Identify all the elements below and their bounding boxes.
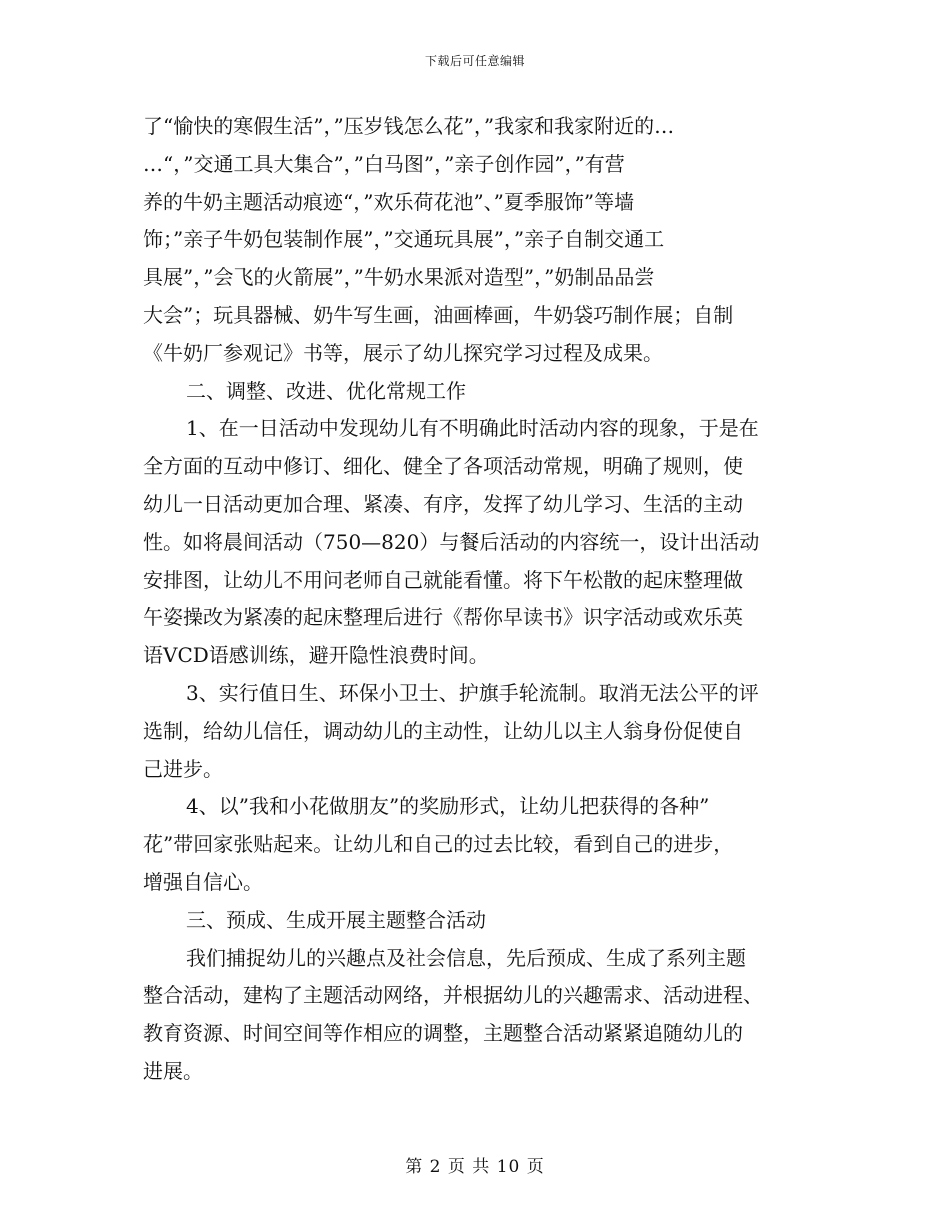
text-line: 幼儿一日活动更加合理、紧凑、有序，发挥了幼儿学习、生活的主动 [143,491,743,516]
page-header: 下载后可任意编辑 [424,54,525,68]
text-line: 花”带回家张贴起来。让幼儿和自己的过去比较，看到自己的进步， [143,832,734,857]
text-line: 具展”，”会飞的火箭展”，”牛奶水果派对造型”，”奶制品品尝 [143,265,655,290]
text-line: 《牛奶厂参观记》书等，展示了幼儿探究学习过程及成果。 [143,340,663,365]
text-line: 语VCD语感训练，避开隐性浪费时间。 [143,643,489,668]
text-line: 教育资源、时间空间等作相应的调整，主题整合活动紧紧追随幼儿的 [143,1021,743,1046]
text-line: 增强自信心。 [143,869,263,894]
text-line: 己进步。 [143,756,223,781]
paragraph-start: 4、以”我和小花做朋友”的奖励形式，让幼儿把获得的各种” [186,794,710,819]
text-line: 性。如将晨间活动（750—820）与餐后活动的内容统一，设计出活动 [143,529,760,554]
section-heading: 三、预成、生成开展主题整合活动 [186,907,486,932]
text-line: 选制，给幼儿信任，调动幼儿的主动性，让幼儿以主人翁身份促使自 [143,718,743,743]
text-line: 大会”；玩具器械、奶牛写生画，油画棒画，牛奶袋巧制作展；自制 [143,302,734,327]
text-line: 了“愉快的寒假生活”，”压岁钱怎么花”，”我家和我家附近的… [143,114,675,138]
paragraph-start: 1、在一日活动中发现幼儿有不明确此时活动内容的现象，于是在 [186,416,759,441]
text-line: 午姿操改为紧凑的起床整理后进行《帮你早读书》识字活动或欢乐英 [143,605,743,630]
paragraph-start: 我们捕捉幼儿的兴趣点及社会信息，先后预成、生成了系列主题 [186,945,746,970]
paragraph-start: 3、实行值日生、环保小卫士、护旗手轮流制。取消无法公平的评 [186,680,759,705]
text-line: 整合活动，建构了主题活动网络，并根据幼儿的兴趣需求、活动进程、 [143,983,763,1008]
text-line: 全方面的互动中修订、细化、健全了各项活动常规，明确了规则，使 [143,454,743,479]
text-line: 饰；”亲子牛奶包装制作展”，”交通玩具展”，”亲子自制交通工 [143,227,665,252]
text-line: …“，”交通工具大集合”，”白马图”，”亲子创作园”，”有营 [143,151,625,176]
document-body [143,108,809,1091]
page-footer: 第 2 页 共 10 页 [405,1157,545,1177]
section-heading: 二、调整、改进、优化常规工作 [186,378,466,403]
text-line: 安排图，让幼儿不用问老师自己就能看懂。将下午松散的起床整理做 [143,567,743,592]
text-line: 养的牛奶主题活动痕迹“，”欢乐荷花池”、”夏季服饰”等墙 [143,189,635,214]
text-line: 进展。 [143,1058,203,1083]
